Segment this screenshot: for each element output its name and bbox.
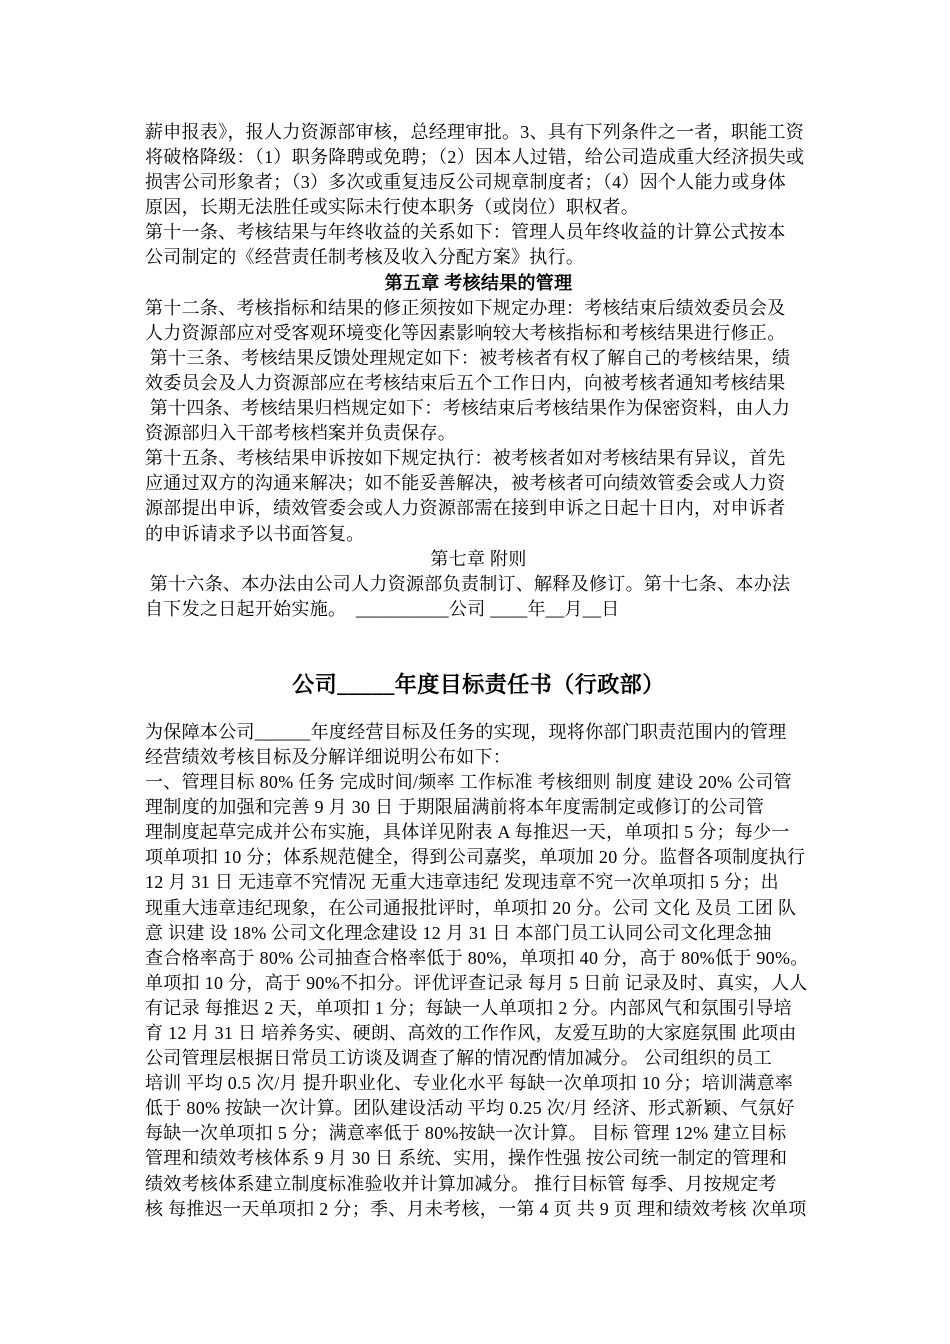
text-line: 育 12 月 31 日 培养务实、硬朗、高效的工作作风，友爱互助的大家庭氛围 此项由 [145,1023,797,1043]
text-line: 公司管理层根据日常员工访谈及调查了解的情况酌情加减分。 公司组织的员工 [145,1048,772,1069]
text-line: 查合格率高于 80% 公司抽查合格率低于 80%，单项扣 40 分，高于 80%低于 90%。 [145,947,809,968]
text-line: 单项扣 10 分，高于 90%不扣分。评优评查记录 每月 5 日前 记录及时、真实，人人 [145,972,808,993]
text-line: 经营绩效考核目标及分解详细说明公布如下： [145,746,511,767]
text-line: 将破格降级：（1）职务降聘或免聘；（2）因本人过错，给公司造成重大经济损失或 [145,147,805,168]
document-title: 公司_____年度目标责任书（行政部） [292,671,665,697]
text-line: 培训 平均 0.5 次/月 提升职业化、专业化水平 每缺一次单项扣 10 分；培训满意率 [145,1073,794,1094]
document-content [145,120,812,1222]
paragraph [145,220,812,270]
text-line: 第十二条、考核指标和结果的修正须按如下规定办理：考核结束后绩效委员会及 [145,297,786,318]
text-line: 第十四条、考核结果归档规定如下：考核结束后考核结果作为保密资料，由人力 [145,398,791,419]
text-line: 自下发之日起开始实施。 __________公司 ____年__月__日 [145,598,620,619]
text-line: 有记录 每推迟 2 天，单项扣 1 分；每缺一人单项扣 2 分。内部风气和氛围引导培 [145,997,793,1018]
text-line: 应通过双方的沟通来解决；如不能妥善解决，被考核者可向绩效管委会或人力资 [145,473,786,494]
text-line: 现重大违章违纪现象，在公司通报批评时，单项扣 20 分。公司 文化 及员 工团 队 [145,897,797,918]
text-line: 源部提出申诉，绩效管委会或人力资源部需在接到申诉之日起十日内，对申诉者 [145,498,786,519]
text-line: 核 每推迟一天单项扣 2 分；季、月未考核，一第 4 页 共 9 页 理和绩效考核 次单项 [145,1198,807,1219]
text-line: 低于 80% 按缺一次计算。团队建设活动 平均 0.25 次/月 经济、形式新颖、气氛好 [145,1098,795,1119]
text-line: 12 月 31 日 无违章不究情况 无重大违章违纪 发现违章不究一次单项扣 5 分；出 [145,872,779,893]
paragraph [145,120,812,220]
paragraph [145,720,812,770]
text-line: 意 识建 设 18% 公司文化理念建设 12 月 31 日 本部门员工认同公司文化理念抽 [145,922,772,943]
text-line: 资源部归入干部考核档案并负责保存。 [145,423,457,444]
text-line: 第十一条、考核结果与年终收益的关系如下：管理人员年终收益的计算公式按本 [145,222,786,243]
paragraph [145,296,812,547]
paragraph [145,770,812,1222]
text-line: 第十三条、考核结果反馈处理规定如下：被考核者有权了解自己的考核结果，绩 [145,347,791,368]
text-line: 为保障本公司______年度经营目标及任务的实现，现将你部门职责范围内的管理 [145,721,787,742]
text-line: 人力资源部应对受客观环境变化等因素影响较大考核指标和考核结果进行修正。 [145,322,786,343]
text-line: 薪申报表》，报人力资源部审核，总经理审批。3、具有下列条件之一者，职能工资 [145,122,805,142]
text-line: 公司制定的《经营责任制考核及收入分配方案》执行。 [145,247,585,268]
text-line: 项单项扣 10 分；体系规范健全，得到公司嘉奖，单项加 20 分。监督各项制度执行 [145,847,806,868]
text-line: 原因，长期无法胜任或实际未行使本职务（或岗位）职权者。 [145,197,640,218]
text-line: 理制度起草完成并公布实施，具体详见附表 A 每推迟一天，单项扣 5 分；每少一 [145,822,790,843]
chapter-heading: 第七章 附则 [430,548,527,569]
text-line: 理制度的加强和完善 9 月 30 日 于期限届满前将本年度需制定或修订的公司管 [145,797,765,818]
text-line: 管理和绩效考核体系 9 月 30 日 系统、实用，操作性强 按公司统一制定的管理和 [145,1148,788,1169]
text-line: 每缺一次单项扣 5 分；满意率低于 80%按缺一次计算。 目标 管理 12% 建立目标 [145,1123,787,1144]
text-line: 损害公司形象者；（3）多次或重复违反公司规章制度者；（4）因个人能力或身体 [145,172,787,193]
text-line: 绩效考核体系建立制度标准验收并计算加减分。 推行目标管 每季、月按规定考 [145,1173,777,1194]
text-line: 一、管理目标 80% 任务 完成时间/频率 工作标准 考核细则 制度 建设 20% 公司管 [145,772,792,793]
text-line: 的申诉请求予以书面答复。 [145,523,365,544]
text-line: 效委员会及人力资源部应在考核结束后五个工作日内，向被考核者通知考核结果 [145,372,786,393]
chapter-heading: 第五章 考核结果的管理 [384,272,573,293]
text-line: 第十五条、考核结果申诉按如下规定执行：被考核者如对考核结果有异议，首先 [145,448,786,469]
paragraph [145,572,812,622]
text-line: 第十六条、本办法由公司人力资源部负责制订、解释及修订。第十七条、本办法 [145,573,791,594]
